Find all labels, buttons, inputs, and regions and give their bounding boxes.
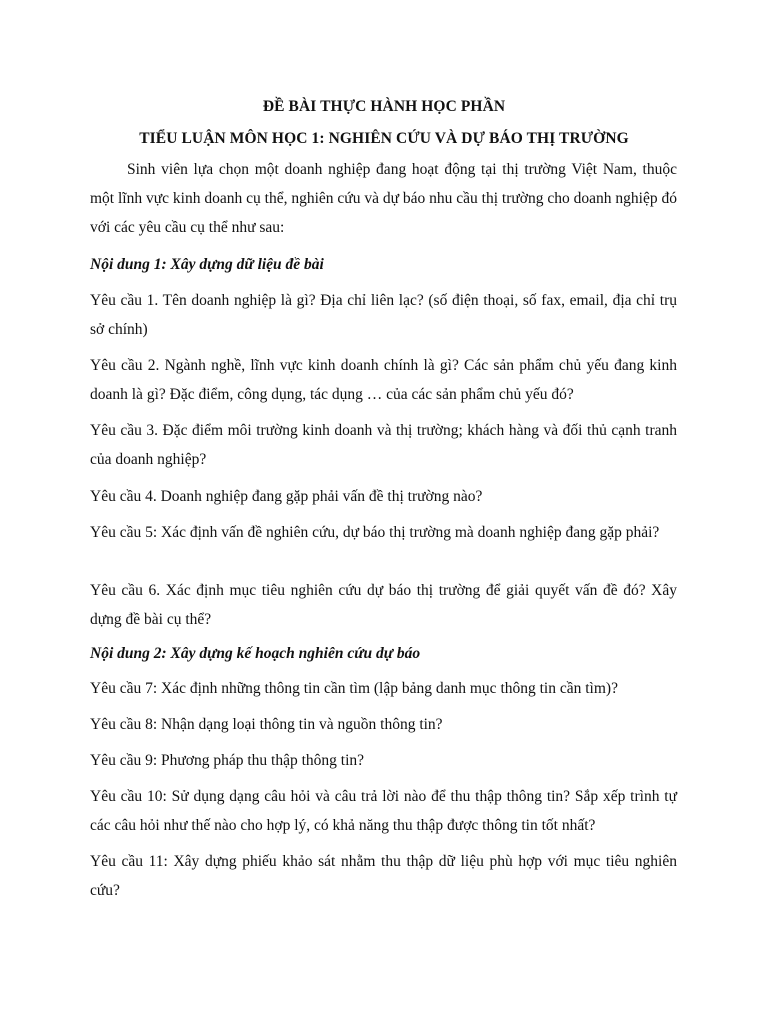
section-1-heading: Nội dung 1: Xây dựng dữ liệu đề bài bbox=[90, 256, 324, 273]
requirement-8: Yêu cầu 8: Nhận dạng loại thông tin và nguồn thông tin? bbox=[90, 716, 443, 733]
requirement-11: Yêu cầu 11: Xây dựng phiếu khảo sát nhằm thu thập dữ liệu phù hợp với mục tiêu nghiên cứu? bbox=[90, 853, 677, 899]
intro-paragraph: Sinh viên lựa chọn một doanh nghiệp đang hoạt động tại thị trường Việt Nam, thuộc một lĩnh vực kinh doanh cụ thể, nghiên cứu và dự báo nhu cầu thị trường cho doanh nghiệp đó với các yêu cầu cụ thể như sau: bbox=[90, 161, 677, 236]
requirement-5: Yêu cầu 5: Xác định vấn đề nghiên cứu, dự báo thị trường mà doanh nghiệp đang gặp phải? bbox=[90, 524, 660, 541]
requirement-9: Yêu cầu 9: Phương pháp thu thập thông tin? bbox=[90, 752, 365, 769]
section-2-heading: Nội dung 2: Xây dựng kế hoạch nghiên cứu dự báo bbox=[90, 645, 421, 662]
document-title: ĐỀ BÀI THỰC HÀNH HỌC PHẦN bbox=[262, 98, 506, 115]
requirement-7: Yêu cầu 7: Xác định những thông tin cần tìm (lập bảng danh mục thông tin cần tìm)? bbox=[90, 680, 618, 697]
requirement-6: Yêu cầu 6. Xác định mục tiêu nghiên cứu dự báo thị trường để giải quyết vấn đề đó? Xây dựng đề bài cụ thể? bbox=[90, 582, 677, 628]
requirement-10: Yêu cầu 10: Sử dụng dạng câu hỏi và câu trả lời nào để thu thập thông tin? Sắp xếp trình tự các câu hỏi như thế nào cho hợp lý, có khả năng thu thập được thông tin tốt nhất? bbox=[90, 788, 677, 834]
requirement-1: Yêu cầu 1. Tên doanh nghiệp là gì? Địa chỉ liên lạc? (số điện thoại, số fax, email, địa chỉ trụ sở chính) bbox=[90, 292, 677, 338]
requirement-3: Yêu cầu 3. Đặc điểm môi trường kinh doanh và thị trường; khách hàng và đối thủ cạnh tranh của doanh nghiệp? bbox=[90, 422, 677, 468]
requirement-2: Yêu cầu 2. Ngành nghề, lĩnh vực kinh doanh chính là gì? Các sản phẩm chủ yếu đang kinh doanh là gì? Đặc điểm, công dụng, tác dụng … của các sản phẩm chủ yếu đó? bbox=[90, 357, 677, 403]
document-subtitle: TIỂU LUẬN MÔN HỌC 1: NGHIÊN CỨU VÀ DỰ BÁO THỊ TRƯỜNG bbox=[139, 130, 629, 147]
requirement-4: Yêu cầu 4. Doanh nghiệp đang gặp phải vấn đề thị trường nào? bbox=[90, 488, 483, 505]
